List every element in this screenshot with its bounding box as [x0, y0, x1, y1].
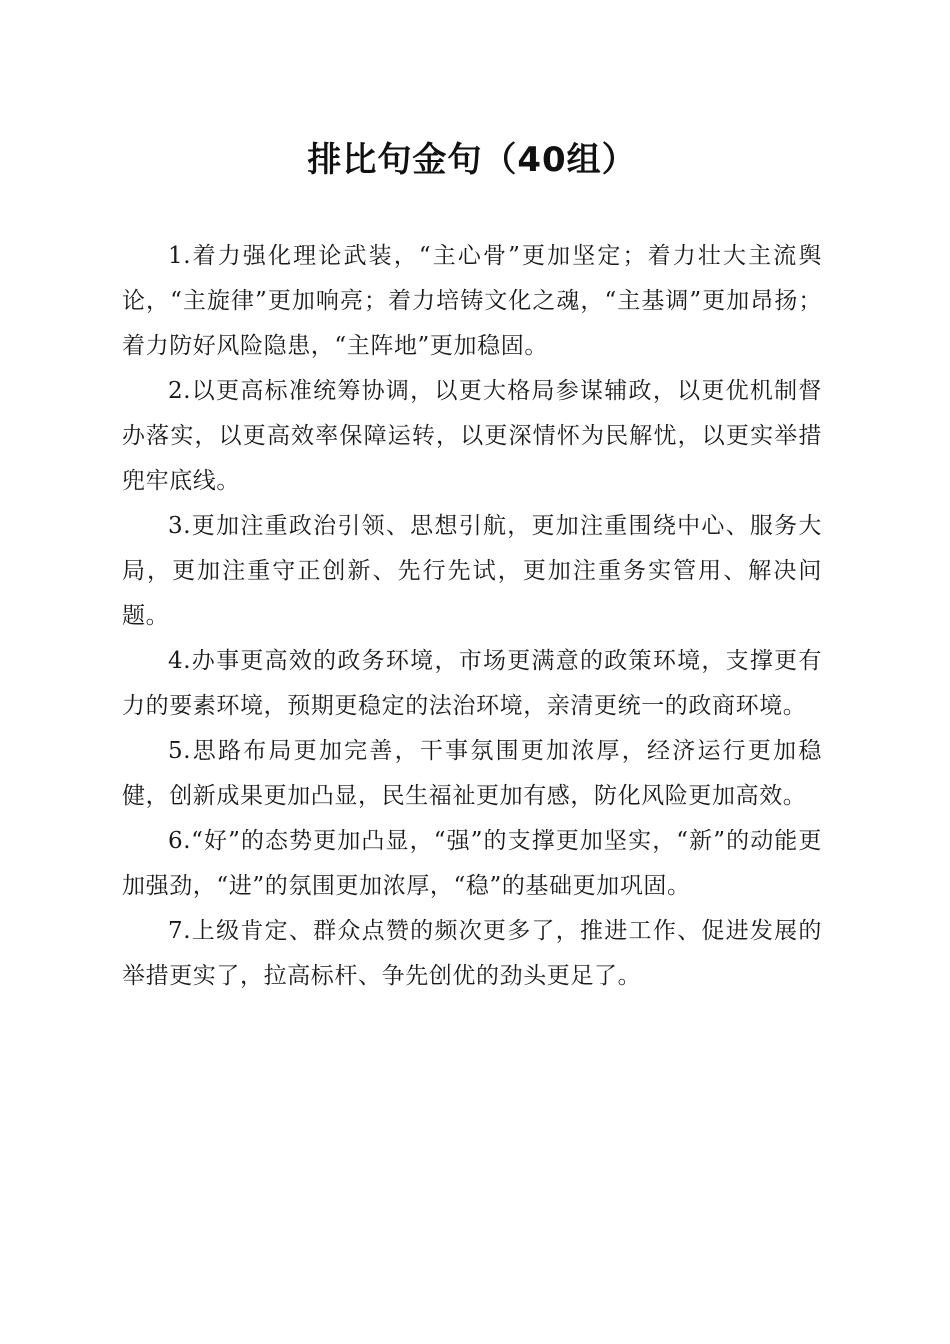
paragraph-4: 4.办事更高效的政务环境，市场更满意的政策环境，支撑更有力的要素环境，预期更稳定的法治环境，亲清更统一的政商环境。	[122, 648, 822, 719]
paragraph-6: 6.“好”的态势更加凸显，“强”的支撑更加坚实，“新”的动能更加强劲，“进”的氛围更加浓厚，“稳”的基础更加巩固。	[122, 828, 822, 899]
paragraph-1: 1.着力强化理论武装，“主心骨”更加坚定；着力壮大主流舆论，“主旋律”更加响亮；着力培铸文化之魂，“主基调”更加昂扬；着力防好风险隐患，“主阵地”更加稳固。	[122, 243, 822, 359]
paragraph-5: 5.思路布局更加完善，干事氛围更加浓厚，经济运行更加稳健，创新成果更加凸显，民生福祉更加有感，防化风险更加高效。	[122, 738, 822, 809]
paragraph-7: 7.上级肯定、群众点赞的频次更多了，推进工作、促进发展的举措更实了，拉高标杆、争先创优的劲头更足了。	[122, 918, 822, 989]
document-body	[122, 234, 822, 999]
document-title: 排比句金句（40组）	[307, 140, 637, 180]
paragraph-2: 2.以更高标准统筹协调，以更大格局参谋辅政，以更优机制督办落实，以更高效率保障运转，以更深情怀为民解忧，以更实举措兜牢底线。	[122, 378, 822, 494]
paragraph-3: 3.更加注重政治引领、思想引航，更加注重围绕中心、服务大局，更加注重守正创新、先行先试，更加注重务实管用、解决问题。	[122, 513, 822, 629]
